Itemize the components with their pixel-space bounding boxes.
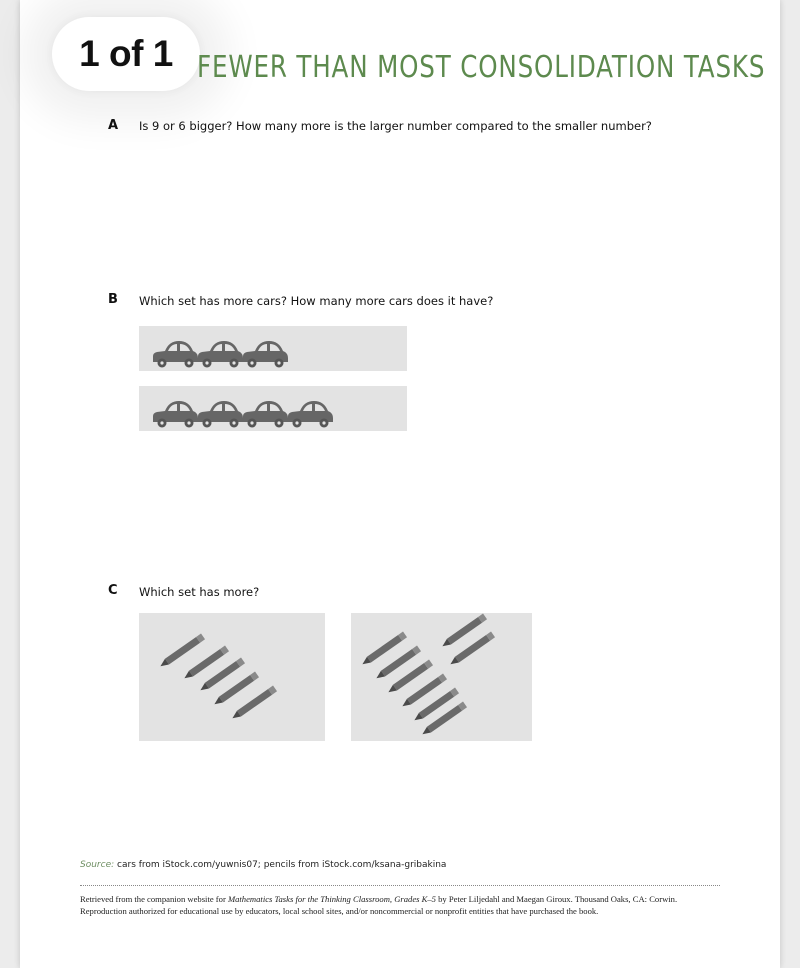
pencil-icon [158, 634, 205, 670]
footer-divider [80, 885, 720, 886]
question-c-text: Which set has more? [139, 585, 260, 599]
question-b-letter: B [108, 292, 118, 307]
car-icon [243, 401, 288, 428]
car-set-1 [139, 326, 407, 371]
car-icon [198, 401, 243, 428]
question-c-letter: C [108, 583, 118, 598]
pencil-set-2 [351, 613, 532, 741]
credit-intro: Retrieved from the companion website for [80, 894, 228, 904]
book-title: Mathematics Tasks for the Thinking Classroom, Grades K–5 [227, 894, 436, 904]
credit-details: by Peter Liljedahl and Maegan Giroux. Thousand Oaks, CA: Corwin. Reproduction authorized for educational use by educators, local school sites, and/or noncommercial or nonprofit entities that have purchased the book. [80, 894, 678, 916]
page-indicator: 1 of 1 [52, 17, 200, 91]
source-text: cars from iStock.com/yuwnis07; pencils from iStock.com/ksana-gribakina [117, 860, 447, 870]
car-set-2 [139, 386, 407, 431]
image-source-line [80, 860, 446, 870]
copyright-notice [80, 893, 725, 917]
car-icon [288, 401, 333, 428]
page-title: FEWER THAN MOST CONSOLIDATION TASKS [197, 50, 766, 85]
worksheet-page [20, 0, 780, 968]
source-label: Source: [80, 860, 115, 870]
car-icon [153, 341, 198, 368]
car-icon [198, 341, 243, 368]
question-b-text: Which set has more cars? How many more cars does it have? [139, 294, 494, 308]
question-a-letter: A [108, 118, 119, 133]
pencil-set-1 [139, 613, 325, 741]
question-a-text: Is 9 or 6 bigger? How many more is the larger number compared to the smaller number? [139, 119, 652, 133]
car-icon [153, 401, 198, 428]
car-icon [243, 341, 288, 368]
